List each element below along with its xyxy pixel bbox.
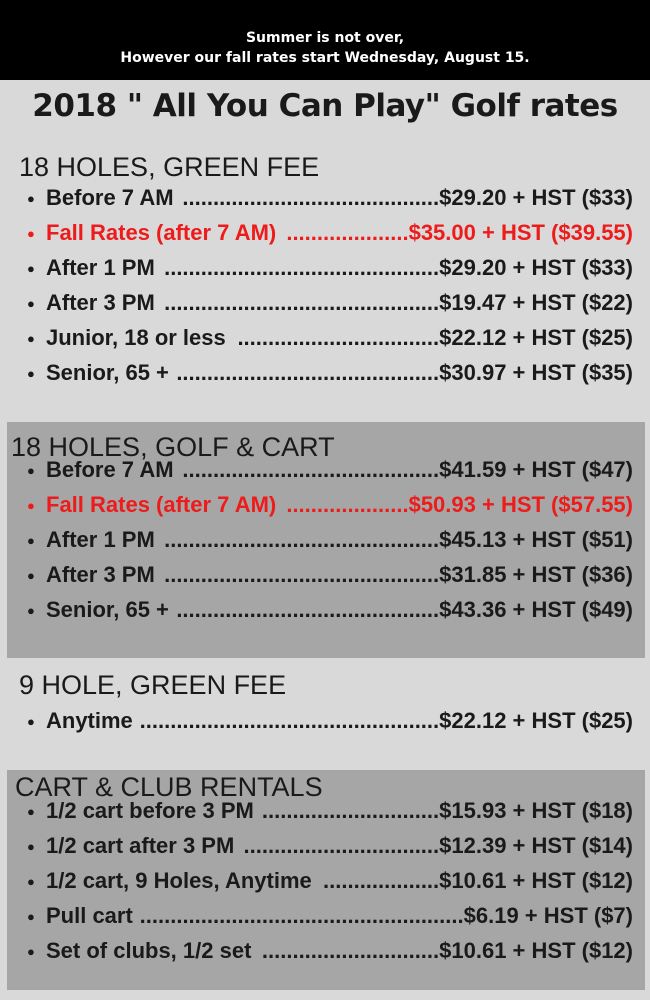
bullet-icon: ● <box>27 462 35 478</box>
bullet-icon: ● <box>27 943 35 959</box>
rate-row <box>0 252 633 284</box>
rate-label: 1/2 cart before 3 PM <box>46 798 254 823</box>
bullet-icon: ● <box>27 190 35 206</box>
bullet-icon: ● <box>27 260 35 276</box>
dot-leader: .......................................... <box>182 457 440 482</box>
rate-row <box>0 322 633 354</box>
rate-section-4 <box>7 770 645 990</box>
rate-label: After 3 PM <box>46 562 155 587</box>
dot-leader: ................................ <box>243 833 440 858</box>
rate-section-1 <box>0 148 650 418</box>
rate-row <box>7 594 633 626</box>
rate-price: $15.93 + HST ($18) <box>439 798 633 823</box>
rate-price: $29.20 + HST ($33) <box>439 185 633 210</box>
dot-leader: ............................................. <box>164 527 440 552</box>
rate-price: $22.12 + HST ($25) <box>439 325 633 350</box>
dot-leader: .................... <box>286 492 409 517</box>
rate-label: Set of clubs, 1/2 set <box>46 938 252 963</box>
page-title: 2018 " All You Can Play" Golf rates <box>32 88 618 124</box>
bullet-icon: ● <box>27 225 35 241</box>
rate-price: $45.13 + HST ($51) <box>439 527 633 552</box>
dot-leader: ............................................. <box>164 562 440 587</box>
dot-leader: .................... <box>286 220 409 245</box>
rate-price: $6.19 + HST ($7) <box>463 903 633 928</box>
rate-price: $10.61 + HST ($12) <box>439 868 633 893</box>
rate-price: $31.85 + HST ($36) <box>439 562 633 587</box>
rate-row <box>7 865 633 897</box>
rate-row <box>7 454 633 486</box>
section-title: 18 HOLES, GOLF & CART <box>11 432 335 462</box>
rate-price: $41.59 + HST ($47) <box>439 457 633 482</box>
bullet-icon: ● <box>27 803 35 819</box>
dot-leader: ................................. <box>237 325 440 350</box>
rate-row <box>0 357 633 389</box>
rate-price: $43.36 + HST ($49) <box>439 597 633 622</box>
rate-row <box>7 559 633 591</box>
bullet-icon: ● <box>27 713 35 729</box>
bullet-icon: ● <box>27 602 35 618</box>
rate-label: After 3 PM <box>46 290 155 315</box>
dot-leader: .......................................... <box>182 185 440 210</box>
dot-leader: ............................. <box>261 938 440 963</box>
rate-label: Pull cart <box>46 903 133 928</box>
section-title: CART & CLUB RENTALS <box>15 772 323 802</box>
bullet-icon: ● <box>27 497 35 513</box>
dot-leader: ............................. <box>261 798 440 823</box>
rate-label: After 1 PM <box>46 527 155 552</box>
dot-leader: ........................................... <box>176 360 440 385</box>
rate-row <box>0 705 633 737</box>
dot-leader: ................................................. <box>139 708 440 733</box>
rate-price: $10.61 + HST ($12) <box>439 938 633 963</box>
rate-label: Fall Rates (after 7 AM) <box>46 220 277 245</box>
rate-row <box>0 287 633 319</box>
bullet-icon: ● <box>27 295 35 311</box>
rate-row <box>7 524 633 556</box>
rate-label: After 1 PM <box>46 255 155 280</box>
rate-section-2 <box>7 422 645 658</box>
banner-line-1: Summer is not over, <box>245 30 405 46</box>
bullet-icon: ● <box>27 365 35 381</box>
rate-row <box>7 900 633 932</box>
rate-price: $29.20 + HST ($33) <box>439 255 633 280</box>
rate-price: $12.39 + HST ($14) <box>439 833 633 858</box>
rate-label: Senior, 65 + <box>46 360 169 385</box>
rate-price: $22.12 + HST ($25) <box>439 708 633 733</box>
rate-label: Fall Rates (after 7 AM) <box>46 492 277 517</box>
dot-leader: ............................................. <box>164 290 440 315</box>
bullet-icon: ● <box>27 330 35 346</box>
rate-label: 1/2 cart, 9 Holes, Anytime <box>46 868 312 893</box>
rate-row <box>0 217 633 249</box>
bullet-icon: ● <box>27 532 35 548</box>
dot-leader: ..................................................... <box>139 903 464 928</box>
rate-row <box>7 935 633 967</box>
dot-leader: ........................................... <box>176 597 440 622</box>
rate-label: Anytime <box>46 708 133 733</box>
rate-price: $50.93 + HST ($57.55) <box>408 492 633 517</box>
section-title: 18 HOLES, GREEN FEE <box>19 152 320 182</box>
rate-row <box>0 182 633 214</box>
rate-label: Senior, 65 + <box>46 597 169 622</box>
rate-label: 1/2 cart after 3 PM <box>46 833 235 858</box>
dot-leader: ................... <box>323 868 440 893</box>
section-title: 9 HOLE, GREEN FEE <box>19 670 287 700</box>
dot-leader: ............................................. <box>164 255 440 280</box>
bullet-icon: ● <box>27 873 35 889</box>
rate-label: Before 7 AM <box>46 457 174 482</box>
rate-row <box>7 830 633 862</box>
rate-price: $30.97 + HST ($35) <box>439 360 633 385</box>
bullet-icon: ● <box>27 838 35 854</box>
banner-line-2: However our fall rates start Wednesday, August 15. <box>120 50 530 66</box>
announcement-banner <box>0 0 650 80</box>
rate-label: Before 7 AM <box>46 185 174 210</box>
rate-price: $19.47 + HST ($22) <box>439 290 633 315</box>
rate-row <box>7 489 633 521</box>
bullet-icon: ● <box>27 567 35 583</box>
rate-row <box>7 795 633 827</box>
rate-section-3 <box>0 664 650 766</box>
rate-label: Junior, 18 or less <box>46 325 226 350</box>
rate-price: $35.00 + HST ($39.55) <box>408 220 633 245</box>
bullet-icon: ● <box>27 908 35 924</box>
